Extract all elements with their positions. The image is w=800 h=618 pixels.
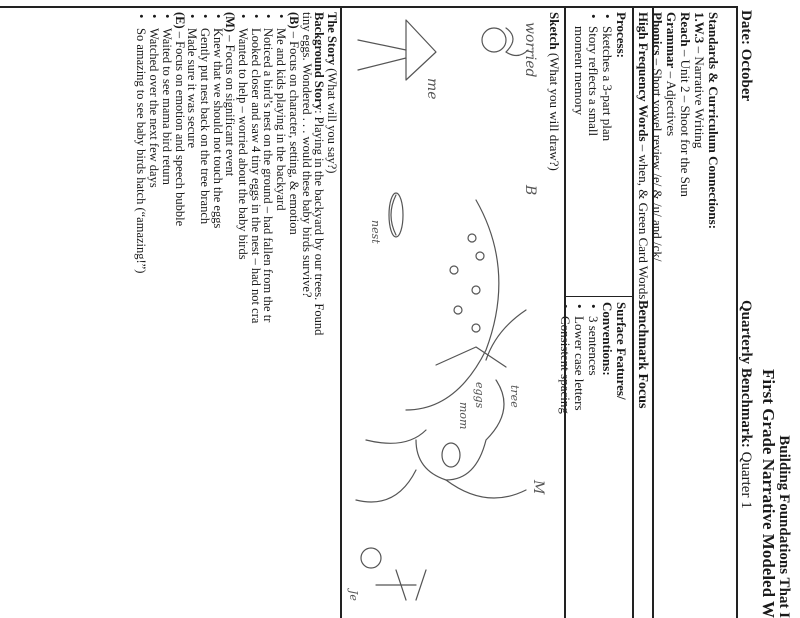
section-end: (E) – Focus on emotion and speech bubble	[172, 12, 187, 227]
standards-section	[636, 12, 720, 572]
story-title: The Story (What will you say?)	[325, 12, 339, 174]
list-item: • So amazing to see baby birds hatch (“amazing!”)	[135, 12, 148, 612]
background-story-cont: tiny eggs. Wondered . . . would these baby birds survive?	[299, 12, 314, 298]
divider-standards	[652, 6, 654, 618]
list-item: • Lower case letters	[572, 316, 586, 602]
benchmark-focus-title: Benchmark Focus	[635, 300, 650, 409]
surface-features-section	[558, 302, 628, 602]
list-item: • Consistent spacing	[558, 316, 572, 602]
divider-story	[340, 6, 342, 618]
date-label: Date:	[738, 10, 754, 45]
list-item: • Wanted to help – worried about the baby birds	[236, 12, 249, 612]
list-item: • Sketches a 3-part plan	[600, 26, 614, 282]
sketch-label-je: Je	[347, 590, 360, 601]
column-divider	[566, 296, 634, 297]
section-middle: (M) – Focus on significant event	[223, 12, 238, 177]
sketch-label-mom: mom	[457, 402, 470, 430]
header-line-2: First Grade Narrative Modeled W	[759, 369, 778, 618]
divider-sketch	[564, 6, 566, 618]
header-line-1: Building Foundations That I	[776, 435, 792, 618]
list-item: • Waited to see mama bird return	[160, 12, 173, 612]
sketch-label-m: M	[530, 480, 546, 495]
standard-row: High Frequency Words – when, & Green Card Words	[636, 12, 651, 300]
benchmark-value: Quarter 1	[738, 451, 754, 509]
standard-row: Phonics – Short vowel review /e/ & /u/ and /ck/	[650, 12, 665, 262]
list-item: • 3 sentences	[586, 316, 600, 602]
sketch-label-tree: tree	[508, 385, 521, 408]
sketch-label-nest: nest	[369, 220, 382, 244]
sketch-label-b: B	[522, 185, 538, 196]
standards-title: Standards & Curriculum Connections:	[706, 12, 721, 230]
background-story: Background Story: Playing in the backyard by our trees. Found	[312, 12, 327, 336]
date-field	[737, 10, 754, 101]
list-item: • Looked closer and saw 4 tiny eggs in the nest – had not cra	[249, 12, 262, 612]
process-section	[572, 12, 628, 282]
section-beginning: (B) – Focus on character, setting, & emotion	[286, 12, 301, 235]
list-item: moment memory	[572, 26, 587, 116]
list-item: • Story reflects a small	[586, 26, 600, 282]
surface-title-1: Surface Features/	[614, 302, 629, 400]
standard-row: Reach – Unit 2 – Shoot for the Sun	[678, 12, 693, 197]
divider-focus	[632, 6, 634, 618]
list-item: • Knew that we should not touch the eggs	[211, 12, 224, 612]
list-item: • Watched over the next few days	[147, 12, 160, 612]
list-item: • Me and kids playing in the backyard	[274, 12, 287, 612]
sketch-label: Sketch (What you will draw?)	[547, 12, 562, 171]
list-item: • Noticed a bird’s nest on the ground – had fallen from the tr	[262, 12, 275, 612]
standard-row: Grammar – Adjectives	[664, 12, 679, 137]
list-item: • Gently put nest back on the tree branch	[198, 12, 211, 612]
benchmark-label: Quarterly Benchmark:	[738, 300, 754, 448]
story-section	[135, 12, 338, 612]
process-title: Process:	[614, 12, 629, 58]
pencil-sketch	[346, 10, 546, 610]
sketch-label-eggs: eggs	[473, 382, 486, 409]
sketch-label-me: me	[424, 78, 440, 100]
list-item: • Made sure it was secure	[186, 12, 199, 612]
date-value: October	[738, 48, 754, 102]
quarterly-benchmark	[737, 300, 754, 509]
standard-row: 1.W.3 – Narrative Writing	[692, 12, 707, 149]
surface-title-2: Conventions:	[600, 302, 615, 376]
sketch-label-worried: worried	[522, 22, 538, 78]
